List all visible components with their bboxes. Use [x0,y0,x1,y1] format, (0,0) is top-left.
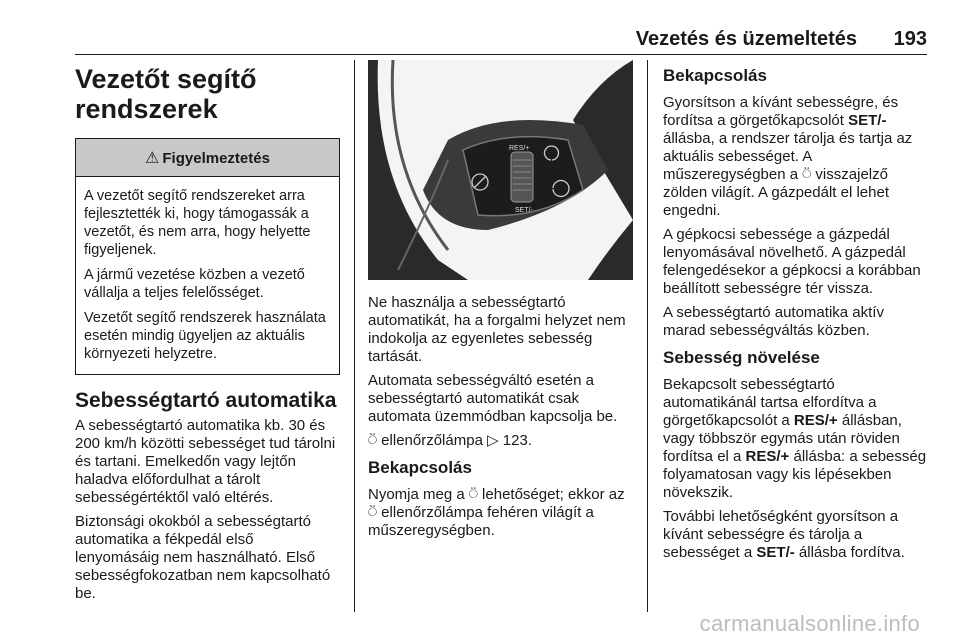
res-label: RES/+ [509,145,530,152]
paragraph: Gyorsítson a kívánt sebességre, és fordítsa a görgetőkapcsolót SET/- állásba, a rendszer tárolja és tartja az aktuális sebességet. A műszeregységben a ⍥ visszajelző zölden világít. A gázpedált el lehet engedni. [663,94,913,219]
subsection-heading: Bekapcsolás [368,458,472,477]
warning-heading: ⚠ Figyelmeztetés [76,139,339,177]
paragraph: A sebességtartó automatika aktív marad sebességváltás közben. [663,304,884,339]
column-2 [368,58,633,546]
column-divider-1 [354,60,355,612]
warning-triangle-icon: ⚠ [145,150,160,167]
warning-paragraph: A jármű vezetése közben a vezető vállalja a teljes felelősséget. [84,267,305,301]
page-header [75,28,927,52]
paragraph: Bekapcsolt sebességtartó automatikánál tartsa elfordítva a görgetőkapcsolót a RES/+ állásban, vagy többször egymás után röviden fordítsa el a RES/+ állásba: a sebesség folyamatosan vagy kis lépésekben növekszik. [663,376,927,501]
column-divider-2 [647,60,648,612]
cruise-control-icon: ⍥ [368,432,378,449]
watermark: carmanualsonline.info [699,611,920,636]
paragraph: A sebességtartó automatika kb. 30 és 200 km/h közötti sebességet tud tárolni és tartani. Emelkedőn vagy lejtőn haladva előfordulhat a tárolt sebességértéktől való eltérés. [75,417,336,506]
set-label: SET/- [515,207,533,214]
warning-box [75,138,340,375]
paragraph: A gépkocsi sebessége a gázpedál lenyomásával növelhető. A gázpedál felengedésekor a gépkocsi a korábban beállított sebességre tér vissza. [663,226,921,297]
chapter-title: Vezetés és üzemeltetés [635,28,857,50]
column-1 [75,58,340,609]
section-heading: Sebességtartó automatika [75,389,337,412]
paragraph: Nyomja meg a ⍥ lehetőséget; ekkor az ⍥ ellenőrzőlámpa fehéren világít a műszeregységben. [368,486,625,539]
steering-wheel-control-illustration [368,60,633,280]
column-3 [663,58,928,568]
header-divider [75,54,927,55]
reference-line: ⍥ ellenőrzőlámpa ▷ 123. [368,432,532,449]
cruise-control-icon: ⍥ [802,166,812,183]
warning-paragraph: A vezetőt segítő rendszereket arra fejlesztették ki, hogy támogassák a vezetőt, és nem arra, hogy helyette figyeljenek. [84,188,311,258]
paragraph: Biztonsági okokból a sebességtartó automatika a fékpedál első lenyomásáig nem használható. Első sebességfokozatban nem kapcsolható be. [75,513,331,602]
paragraph: Ne használja a sebességtartó automatikát, ha a forgalmi helyzet nem indokolja az egyenletes sebesség tartását. [368,294,626,365]
page-number: 193 [893,28,927,50]
paragraph: Automata sebességváltó esetén a sebességtartó automatikát csak automata üzemmódban kapcsolja be. [368,372,618,425]
warning-paragraph: Vezetőt segítő rendszerek használata esetén mindig ügyeljen az aktuális környezeti helyzetre. [84,310,326,362]
cruise-control-icon: ⍥ [468,486,478,503]
page-ref-icon: ▷ [487,432,499,449]
page-title: Vezetőt segítő rendszerek [75,64,257,124]
subsection-heading: Bekapcsolás [663,66,767,85]
cruise-control-icon: ⍥ [368,504,378,521]
page-reference: 123. [502,432,532,449]
subsection-heading: Sebesség növelése [663,348,820,367]
paragraph: További lehetőségként gyorsítson a kívánt sebességre és tárolja a sebességet a SET/- állásba fordítva. [663,508,905,561]
